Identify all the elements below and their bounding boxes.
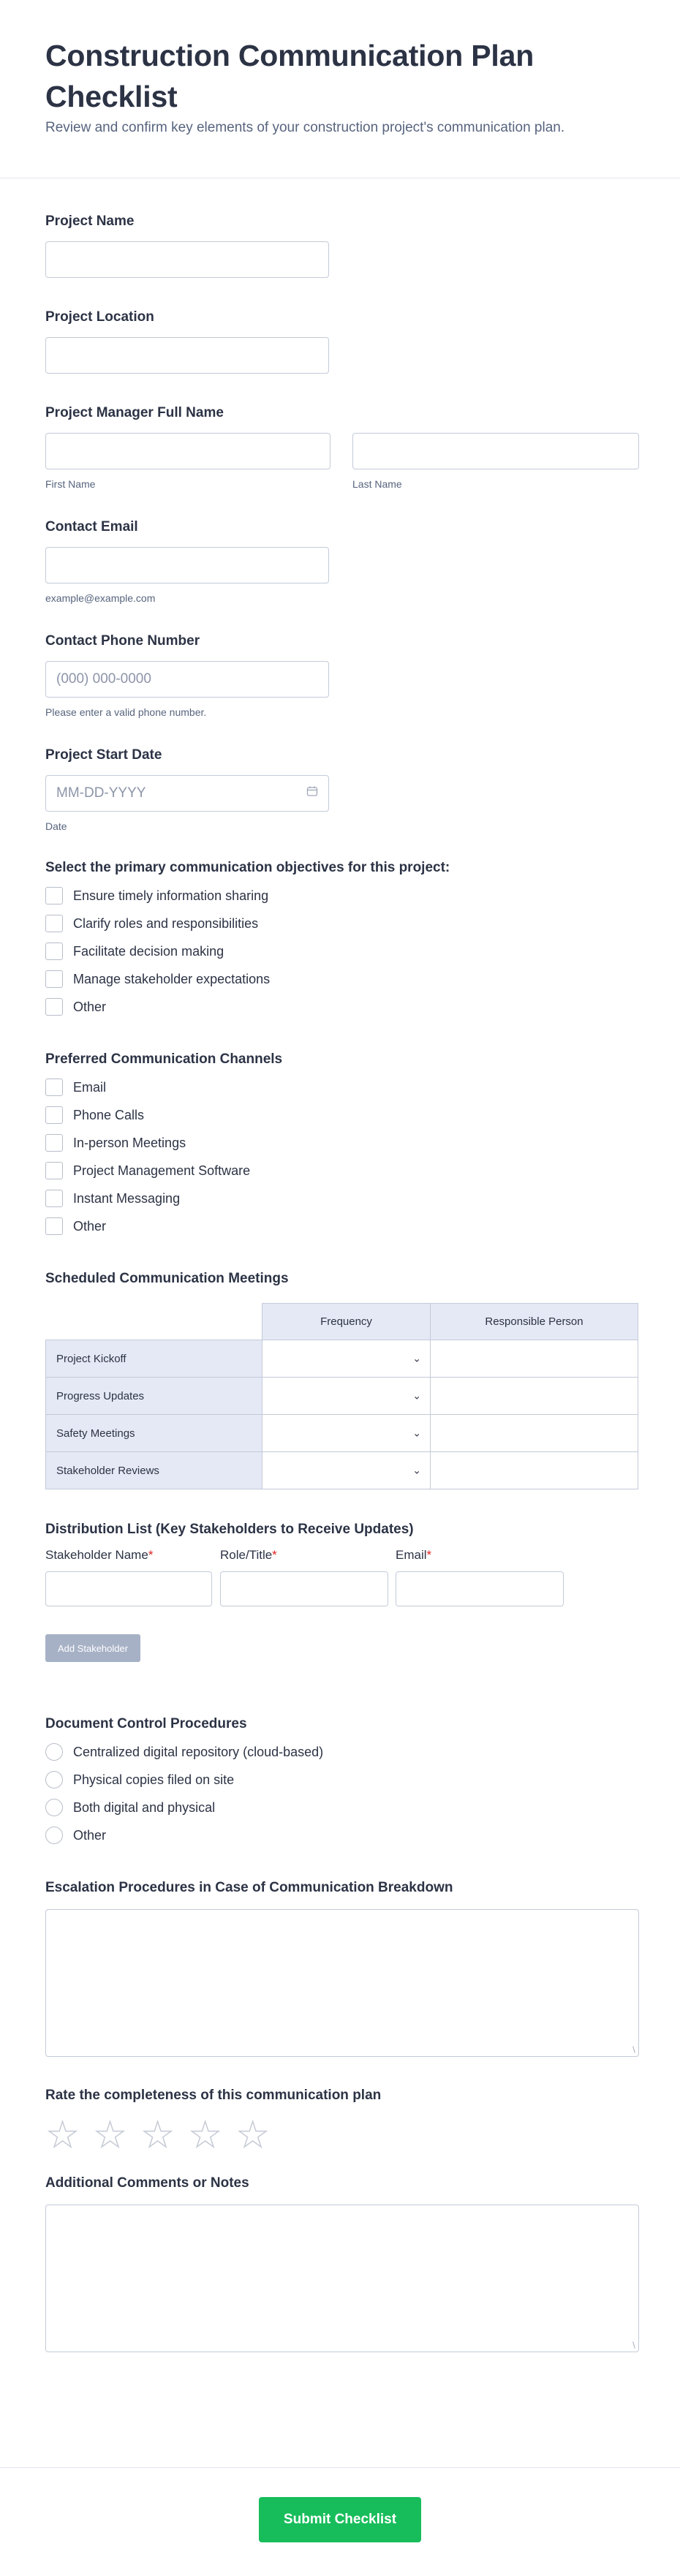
chevron-down-icon: ⌄ xyxy=(412,1464,421,1476)
star-icon[interactable]: ★ xyxy=(94,2116,126,2155)
channel-option[interactable] xyxy=(45,1185,639,1212)
table-row xyxy=(46,1415,638,1452)
document-control-option[interactable] xyxy=(45,1738,639,1766)
responsible-input[interactable] xyxy=(431,1378,638,1415)
objective-option[interactable] xyxy=(45,993,639,1021)
option-label: Both digital and physical xyxy=(73,1799,216,1815)
radio-button[interactable] xyxy=(45,1827,63,1844)
phone-input[interactable] xyxy=(45,661,329,698)
project-location-input[interactable] xyxy=(45,337,329,374)
contact-phone-field xyxy=(45,633,639,718)
checkbox[interactable] xyxy=(45,943,63,960)
row-header: Stakeholder Reviews xyxy=(46,1452,262,1489)
matrix-corner xyxy=(46,1304,262,1340)
row-header: Project Kickoff xyxy=(46,1340,262,1378)
column-header: Frequency xyxy=(262,1304,431,1340)
objectives-label: Select the primary communication objectives for this project: xyxy=(45,860,450,875)
stakeholder-email-header xyxy=(396,1548,564,1563)
stakeholder-name-input[interactable] xyxy=(45,1571,212,1606)
checkbox[interactable] xyxy=(45,1134,63,1152)
chevron-down-icon: ⌄ xyxy=(412,1427,421,1439)
frequency-select[interactable] xyxy=(262,1378,431,1415)
option-label: Project Management Software xyxy=(73,1163,251,1178)
star-icon[interactable]: ★ xyxy=(47,2116,79,2155)
escalation-textarea[interactable] xyxy=(45,1909,639,2057)
rating-label: Rate the completeness of this communication plan xyxy=(45,2088,382,2103)
page-subtitle: Review and confirm key elements of your construction project's communication plan. xyxy=(45,120,565,135)
form-body xyxy=(0,214,680,2352)
chevron-down-icon: ⌄ xyxy=(412,1389,421,1402)
project-name-field xyxy=(45,214,639,278)
channel-option[interactable] xyxy=(45,1212,639,1240)
star-icon[interactable]: ★ xyxy=(189,2116,222,2155)
last-name-input[interactable] xyxy=(352,433,639,469)
document-control-option[interactable] xyxy=(45,1821,639,1849)
star-icon[interactable]: ★ xyxy=(142,2116,174,2155)
option-label: Manage stakeholder expectations xyxy=(73,971,271,986)
resize-handle-icon[interactable]: ∖ xyxy=(630,2341,636,2350)
stakeholder-email-input[interactable] xyxy=(396,1571,564,1606)
start-date-label: Project Start Date xyxy=(45,747,162,763)
option-label: Ensure timely information sharing xyxy=(73,888,269,903)
form-footer xyxy=(0,2467,680,2576)
first-name-sublabel: First Name xyxy=(45,478,96,490)
role-title-header xyxy=(220,1548,388,1563)
star-icon[interactable]: ★ xyxy=(237,2116,269,2155)
form-header xyxy=(0,0,680,178)
checkbox[interactable] xyxy=(45,1190,63,1207)
resize-handle-icon[interactable]: ∖ xyxy=(630,2046,636,2055)
option-label: Other xyxy=(73,999,107,1014)
project-manager-label: Project Manager Full Name xyxy=(45,405,224,420)
star-rating xyxy=(45,2118,639,2153)
date-sublabel: Date xyxy=(45,820,67,832)
column-label: Email xyxy=(396,1548,427,1562)
objective-option[interactable] xyxy=(45,882,639,910)
contact-email-field xyxy=(45,519,639,604)
stakeholder-name-header xyxy=(45,1548,212,1563)
channel-option[interactable] xyxy=(45,1157,639,1185)
checkbox[interactable] xyxy=(45,1079,63,1096)
required-mark: * xyxy=(148,1548,154,1562)
option-label: Other xyxy=(73,1218,107,1234)
option-label: In-person Meetings xyxy=(73,1135,186,1150)
comments-textarea[interactable] xyxy=(45,2205,639,2352)
required-mark: * xyxy=(426,1548,432,1562)
option-label: Centralized digital repository (cloud-based) xyxy=(73,1744,324,1759)
project-manager-field xyxy=(45,405,639,490)
distribution-label: Distribution List (Key Stakeholders to Receive Updates) xyxy=(45,1522,414,1537)
row-header: Progress Updates xyxy=(46,1378,262,1415)
start-date-field xyxy=(45,747,639,832)
checkbox[interactable] xyxy=(45,915,63,932)
project-name-input[interactable] xyxy=(45,241,329,278)
checkbox[interactable] xyxy=(45,887,63,904)
checkbox[interactable] xyxy=(45,1106,63,1124)
responsible-input[interactable] xyxy=(431,1415,638,1452)
first-name-input[interactable] xyxy=(45,433,330,469)
phone-sublabel: Please enter a valid phone number. xyxy=(45,706,207,718)
objectives-field xyxy=(45,860,639,1021)
page-title: Construction Communication Plan Checklist xyxy=(45,39,534,113)
channel-option[interactable] xyxy=(45,1129,639,1157)
column-label: Role/Title xyxy=(220,1548,273,1562)
meetings-table xyxy=(45,1303,638,1489)
channel-option[interactable] xyxy=(45,1101,639,1129)
meetings-label: Scheduled Communication Meetings xyxy=(45,1271,289,1286)
document-control-option[interactable] xyxy=(45,1766,639,1794)
option-label: Phone Calls xyxy=(73,1107,145,1122)
radio-button[interactable] xyxy=(45,1743,63,1761)
distribution-field xyxy=(45,1522,639,1662)
escalation-label: Escalation Procedures in Case of Communication Breakdown xyxy=(45,1880,453,1895)
table-row xyxy=(46,1340,638,1378)
option-label: Facilitate decision making xyxy=(73,943,224,959)
responsible-input[interactable] xyxy=(431,1452,638,1489)
checkbox[interactable] xyxy=(45,998,63,1016)
frequency-select[interactable] xyxy=(262,1415,431,1452)
required-mark: * xyxy=(272,1548,277,1562)
email-sublabel: example@example.com xyxy=(45,592,156,604)
frequency-select[interactable] xyxy=(262,1340,431,1378)
row-header: Safety Meetings xyxy=(46,1415,262,1452)
objective-option[interactable] xyxy=(45,965,639,993)
role-title-input[interactable] xyxy=(220,1571,388,1606)
option-label: Clarify roles and responsibilities xyxy=(73,915,259,931)
rating-field xyxy=(45,2088,639,2153)
checkbox[interactable] xyxy=(45,1162,63,1179)
checkbox[interactable] xyxy=(45,970,63,988)
table-row xyxy=(46,1452,638,1489)
objective-option[interactable] xyxy=(45,937,639,965)
channels-label: Preferred Communication Channels xyxy=(45,1051,283,1067)
objective-option[interactable] xyxy=(45,910,639,937)
escalation-field xyxy=(45,1880,639,2057)
add-stakeholder-button[interactable]: Add Stakeholder xyxy=(45,1634,140,1662)
email-field[interactable] xyxy=(45,547,329,583)
date-input[interactable] xyxy=(45,775,329,812)
date-placeholder: MM-DD-YYYY xyxy=(56,785,146,801)
document-control-field xyxy=(45,1716,639,1849)
channels-field xyxy=(45,1051,639,1240)
contact-phone-label: Contact Phone Number xyxy=(45,633,200,649)
submit-button[interactable]: Submit Checklist xyxy=(259,2497,421,2542)
calendar-icon[interactable] xyxy=(306,785,318,801)
project-location-label: Project Location xyxy=(45,309,154,325)
chevron-down-icon: ⌄ xyxy=(412,1352,421,1364)
column-label: Stakeholder Name xyxy=(45,1548,148,1562)
meetings-field xyxy=(45,1271,639,1489)
phone-placeholder: (000) 000-0000 xyxy=(56,671,151,687)
table-row xyxy=(46,1378,638,1415)
option-label: Instant Messaging xyxy=(73,1190,181,1206)
channel-option[interactable] xyxy=(45,1073,639,1101)
frequency-select[interactable] xyxy=(262,1452,431,1489)
option-label: Physical copies filed on site xyxy=(73,1772,235,1787)
project-name-label: Project Name xyxy=(45,214,135,229)
last-name-sublabel: Last Name xyxy=(352,478,402,490)
option-label: Other xyxy=(73,1827,107,1843)
document-control-label: Document Control Procedures xyxy=(45,1716,247,1731)
project-location-field xyxy=(45,309,639,374)
option-label: Email xyxy=(73,1079,107,1095)
radio-button[interactable] xyxy=(45,1799,63,1816)
comments-field xyxy=(45,2175,639,2352)
document-control-option[interactable] xyxy=(45,1794,639,1821)
responsible-input[interactable] xyxy=(431,1340,638,1378)
comments-label: Additional Comments or Notes xyxy=(45,2175,249,2191)
column-header: Responsible Person xyxy=(431,1304,638,1340)
radio-button[interactable] xyxy=(45,1771,63,1789)
checkbox[interactable] xyxy=(45,1217,63,1235)
contact-email-label: Contact Email xyxy=(45,519,138,535)
